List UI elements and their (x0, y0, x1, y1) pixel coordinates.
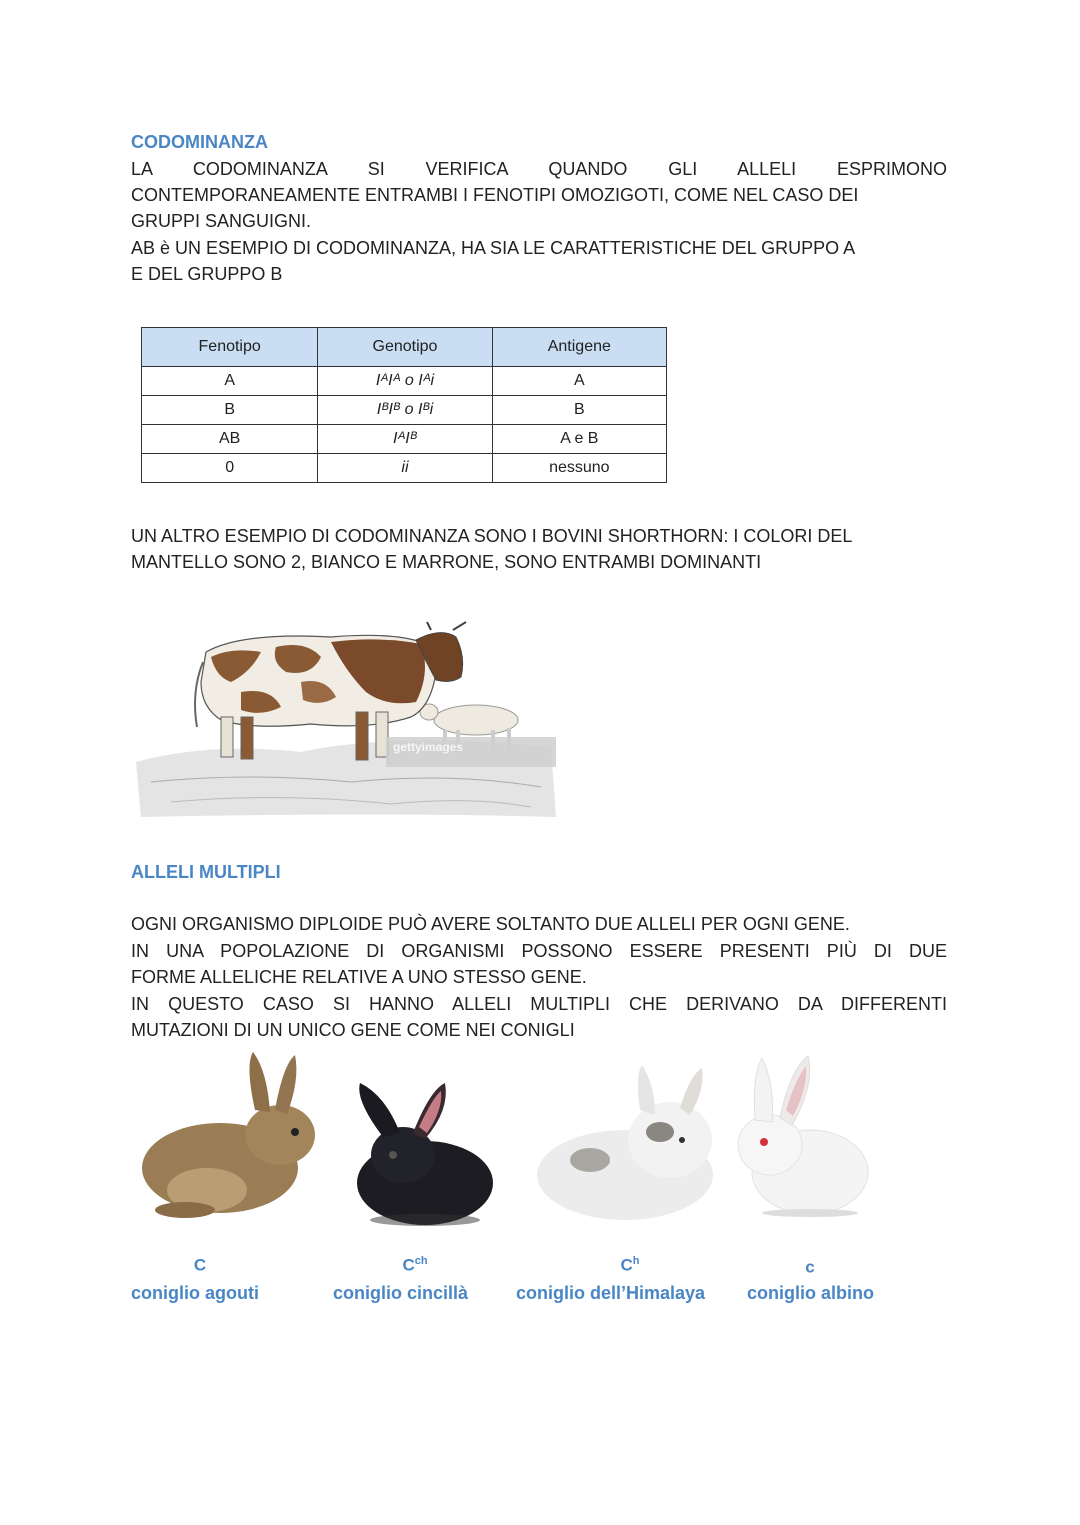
rabbit-himalaya-image (530, 1060, 720, 1225)
allele-sup: ch (414, 1255, 428, 1267)
rabbit-agouti-image (135, 1050, 320, 1230)
text-line: CONTEMPORANEAMENTE ENTRAMBI I FENOTIPI OMOZIGOTI, COME NEL CASO DEI (131, 185, 859, 205)
cell-fenotipo: B (142, 396, 318, 425)
table-header-row (142, 328, 667, 367)
section-title-codominanza: CODOMINANZA (131, 132, 268, 152)
rabbit-name-himalaya: coniglio dell’Himalaya (516, 1283, 706, 1303)
allele-base: C (620, 1255, 633, 1275)
cell-antigene: A (492, 367, 666, 396)
text-line: IN QUESTO CASO SI HANNO ALLELI MULTIPLI CHE DERIVANO DA DIFFERENTI (131, 994, 947, 1014)
cell-antigene: A e B (492, 425, 666, 454)
alleli-paragraph-2 (131, 938, 947, 990)
rabbit-cincilla-image (345, 1075, 495, 1230)
allele-label-himalaya (605, 1255, 655, 1276)
allele-label-agouti (180, 1255, 220, 1276)
blood-group-table (141, 327, 667, 483)
allele-base: c (805, 1257, 815, 1277)
cell-genotipo: IᴬIᴮ (318, 425, 492, 454)
rabbit-icon (135, 1050, 320, 1230)
text-line: AB è UN ESEMPIO DI CODOMINANZA, HA SIA LE CARATTERISTICHE DEL GRUPPO A (131, 238, 856, 258)
alleli-paragraph-3 (131, 991, 947, 1043)
rabbit-name-cincilla: coniglio cincillà (333, 1283, 469, 1303)
rabbit-icon (530, 1060, 720, 1225)
text-line: OGNI ORGANISMO DIPLOIDE PUÒ AVERE SOLTANTO DUE ALLELI PER OGNI GENE. (131, 914, 850, 934)
allele-label-albino (790, 1257, 830, 1278)
cell-fenotipo: 0 (142, 454, 318, 483)
rabbit-albino-image (730, 1050, 870, 1220)
cell-genotipo: ii (318, 454, 492, 483)
rabbit-icon (730, 1050, 870, 1220)
table-row (142, 425, 667, 454)
text-line: GRUPPI SANGUIGNI. (131, 211, 312, 231)
rabbit-icon (345, 1075, 495, 1230)
allele-label-cincilla (385, 1255, 445, 1276)
text-line: MUTAZIONI DI UN UNICO GENE COME NEI CONIGLI (131, 1020, 575, 1040)
table-row (142, 454, 667, 483)
rabbit-name-agouti: coniglio agouti (131, 1283, 259, 1303)
codominanza-paragraph-1 (131, 156, 947, 234)
allele-base: C (402, 1255, 415, 1275)
text-line: UN ALTRO ESEMPIO DI CODOMINANZA SONO I BOVINI SHORTHORN: I COLORI DEL (131, 526, 853, 546)
codominanza-paragraph-2 (131, 235, 947, 287)
cell-antigene: B (492, 396, 666, 425)
text-line: IN UNA POPOLAZIONE DI ORGANISMI POSSONO ESSERE PRESENTI PIÙ DI DUE (131, 941, 947, 961)
column-header-antigene: Antigene (492, 328, 666, 367)
cell-antigene: nessuno (492, 454, 666, 483)
getty-watermark: gettyimages (393, 740, 464, 754)
text-line: E DEL GRUPPO B (131, 264, 283, 284)
allele-sup: h (632, 1255, 640, 1267)
shorthorn-cattle-image (131, 612, 561, 827)
column-header-fenotipo: Fenotipo (142, 328, 318, 367)
cell-genotipo: IᴬIᴬ o Iᴬi (318, 367, 492, 396)
cell-genotipo: IᴮIᴮ o Iᴮi (318, 396, 492, 425)
text-line: LA CODOMINANZA SI VERIFICA QUANDO GLI ALLELI ESPRIMONO (131, 159, 947, 179)
table-row (142, 367, 667, 396)
allele-base: C (193, 1255, 207, 1275)
alleli-paragraph-1 (131, 911, 947, 937)
cow-illustration (131, 612, 561, 827)
column-header-genotipo: Genotipo (318, 328, 492, 367)
table-row (142, 396, 667, 425)
rabbit-name-albino: coniglio albino (747, 1283, 874, 1303)
shorthorn-paragraph (131, 523, 947, 575)
text-line: MANTELLO SONO 2, BIANCO E MARRONE, SONO ENTRAMBI DOMINANTI (131, 552, 762, 572)
cell-fenotipo: A (142, 367, 318, 396)
cell-fenotipo: AB (142, 425, 318, 454)
section-title-alleli-multipli: ALLELI MULTIPLI (131, 862, 281, 882)
text-line: FORME ALLELICHE RELATIVE A UNO STESSO GENE. (131, 967, 587, 987)
